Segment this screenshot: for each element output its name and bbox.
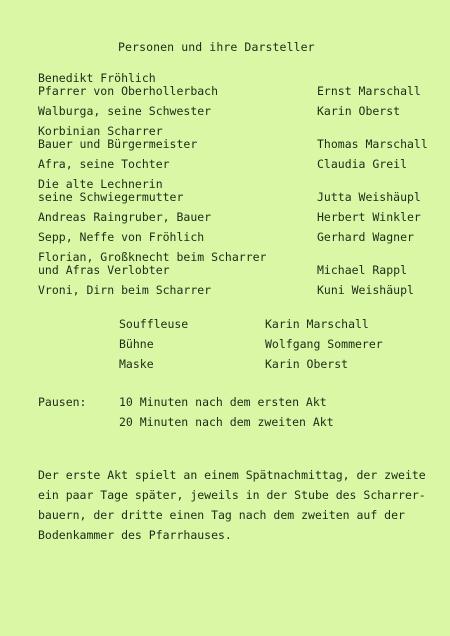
role-name: Walburga, seine Schwester — [38, 104, 212, 118]
crew-label: Souffleuse — [119, 317, 189, 331]
cast-row — [38, 158, 428, 171]
crew-name: Karin Oberst — [265, 357, 349, 371]
pause-label: Pausen: — [38, 395, 87, 409]
role-name: Die alte Lechnerin — [38, 177, 163, 191]
crew-row — [119, 358, 419, 371]
paragraph-line: Der erste Akt spielt an einem Spätnachmittag, der zweite — [38, 468, 426, 482]
role-description: seine Schwiegermutter — [38, 190, 184, 204]
cast-row — [38, 72, 428, 98]
crew-row — [119, 338, 419, 351]
scene-description — [38, 465, 428, 545]
cast-row — [38, 251, 428, 277]
crew-label: Bühne — [119, 337, 154, 351]
role-name: Benedikt Fröhlich — [38, 71, 156, 85]
pause-info — [38, 396, 418, 436]
role-name: Sepp, Neffe von Fröhlich — [38, 230, 205, 244]
actor-name: Jutta Weishäupl — [317, 190, 421, 204]
paragraph-line: bauern, der dritte einen Tag nach dem zweiten auf der — [38, 508, 405, 522]
pause-row — [38, 396, 418, 409]
role-description: Pfarrer von Oberhollerbach — [38, 84, 219, 98]
cast-row — [38, 125, 428, 151]
cast-row — [38, 211, 428, 224]
actor-name: Kuni Weishäupl — [317, 283, 414, 297]
role-description: Bauer und Bürgermeister — [38, 137, 198, 151]
role-name: Korbinian Scharrer — [38, 124, 163, 138]
crew-label: Maske — [119, 357, 154, 371]
actor-name: Thomas Marschall — [317, 137, 428, 151]
actor-name: Karin Oberst — [317, 104, 401, 118]
page-title: Personen und ihre Darsteller — [118, 40, 315, 54]
actor-name: Claudia Greil — [317, 157, 408, 171]
role-name: Afra, seine Tochter — [38, 157, 170, 171]
actor-name: Herbert Winkler — [317, 210, 421, 224]
actor-name: Gerhard Wagner — [317, 230, 414, 244]
role-name: Andreas Raingruber, Bauer — [38, 210, 212, 224]
role-description: und Afras Verlobter — [38, 263, 170, 277]
cast-row — [38, 105, 428, 118]
paragraph-line: ein paar Tage später, jeweils in der Stube des Scharrer- — [38, 488, 426, 502]
crew-list — [119, 318, 419, 378]
pause-row — [38, 416, 418, 429]
role-name: Vroni, Dirn beim Scharrer — [38, 283, 212, 297]
crew-name: Karin Marschall — [265, 317, 369, 331]
cast-row — [38, 284, 428, 297]
cast-list — [38, 72, 428, 304]
crew-row — [119, 318, 419, 331]
cast-row — [38, 178, 428, 204]
cast-row — [38, 231, 428, 244]
pause-item: 20 Minuten nach dem zweiten Akt — [119, 415, 334, 429]
crew-name: Wolfgang Sommerer — [265, 337, 383, 351]
paragraph-line: Bodenkammer des Pfarrhauses. — [38, 528, 232, 542]
actor-name: Michael Rappl — [317, 263, 408, 277]
actor-name: Ernst Marschall — [317, 84, 421, 98]
role-name: Florian, Großknecht beim Scharrer — [38, 250, 267, 264]
pause-item: 10 Minuten nach dem ersten Akt — [119, 395, 327, 409]
